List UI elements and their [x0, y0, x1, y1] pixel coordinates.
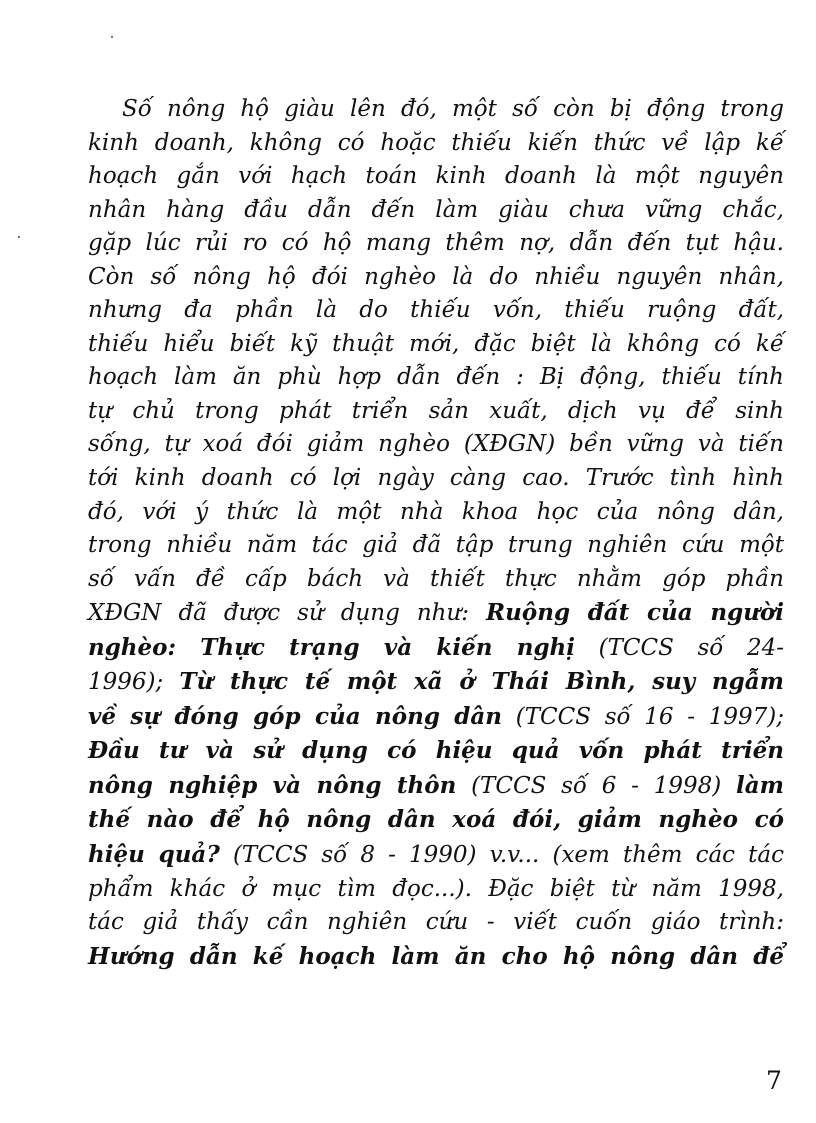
- text-line-4: nhân hàng đầu dẫn đến làm giàu chưa vững chắc,: [88, 196, 784, 223]
- text-line-26: Hướng dẫn kế hoạch làm ăn cho hộ nông dân để: [88, 942, 784, 970]
- text-line-6: Còn số nông hộ đói nghèo là do nhiều nguyên nhân,: [88, 263, 784, 290]
- text-line-15: số vấn đề cấp bách và thiết thực nhằm góp phần: [88, 565, 784, 592]
- text-line-25: tác giả thấy cần nghiên cứu - viết cuốn giáo trình:: [88, 909, 784, 936]
- text-line-16: XĐGN đã được sử dụng như: Ruộng đất của người: [88, 599, 784, 627]
- text-line-8: thiếu hiểu biết kỹ thuật mới, đặc biệt là không có kế: [88, 330, 784, 357]
- text-line-13: đó, với ý thức là một nhà khoa học của nông dân,: [88, 498, 784, 525]
- text-line-21: nông nghiệp và nông thôn (TCCS số 6 - 1998) làm: [88, 771, 785, 799]
- text-line-2: kinh doanh, không có hoặc thiếu kiến thức về lập kế: [88, 129, 784, 156]
- text-line-12: tới kinh doanh có lợi ngày càng cao. Trước tình hình: [88, 465, 784, 492]
- text-line-18: 1996); Từ thực tế một xã ở Thái Bình, suy ngẫm: [88, 668, 784, 696]
- text-line-19: về sự đóng góp của nông dân (TCCS số 16 - 1997);: [88, 702, 784, 730]
- text-line-5: gặp lúc rủi ro có hộ mang thêm nợ, dẫn đến tụt hậu.: [88, 230, 784, 257]
- text-line-9: hoạch làm ăn phù hợp dẫn đến : Bị động, thiếu tính: [88, 364, 784, 391]
- body-text: [88, 93, 784, 974]
- text-line-20: Đầu tư và sử dụng có hiệu quả vốn phát triển: [88, 737, 784, 765]
- text-line-1: Số nông hộ giàu lên đó, một số còn bị động trong: [122, 96, 784, 122]
- text-line-22: thế nào để hộ nông dân xoá đói, giảm nghèo có: [88, 806, 784, 834]
- text-line-23: hiệu quả? (TCCS số 8 - 1990) v.v... (xem thêm các tác: [88, 841, 785, 869]
- scan-speck: [18, 236, 20, 238]
- text-line-7: nhưng đa phần là do thiếu vốn, thiếu ruộng đất,: [88, 297, 784, 324]
- text-line-24: phẩm khác ở mục tìm đọc...). Đặc biệt từ năm 1998,: [88, 875, 784, 902]
- scan-speck: [111, 36, 113, 38]
- text-line-17: nghèo: Thực trạng và kiến nghị (TCCS số 24-: [88, 633, 784, 661]
- text-line-11: sống, tự xoá đói giảm nghèo (XĐGN) bền vững và tiến: [88, 431, 784, 458]
- page-number: 7: [766, 1066, 782, 1095]
- text-line-14: trong nhiều năm tác giả đã tập trung nghiên cứu một: [88, 532, 784, 559]
- text-line-3: hoạch gắn với hạch toán kinh doanh là một nguyên: [88, 163, 784, 190]
- text-line-10: tự chủ trong phát triển sản xuất, dịch vụ để sinh: [88, 397, 784, 424]
